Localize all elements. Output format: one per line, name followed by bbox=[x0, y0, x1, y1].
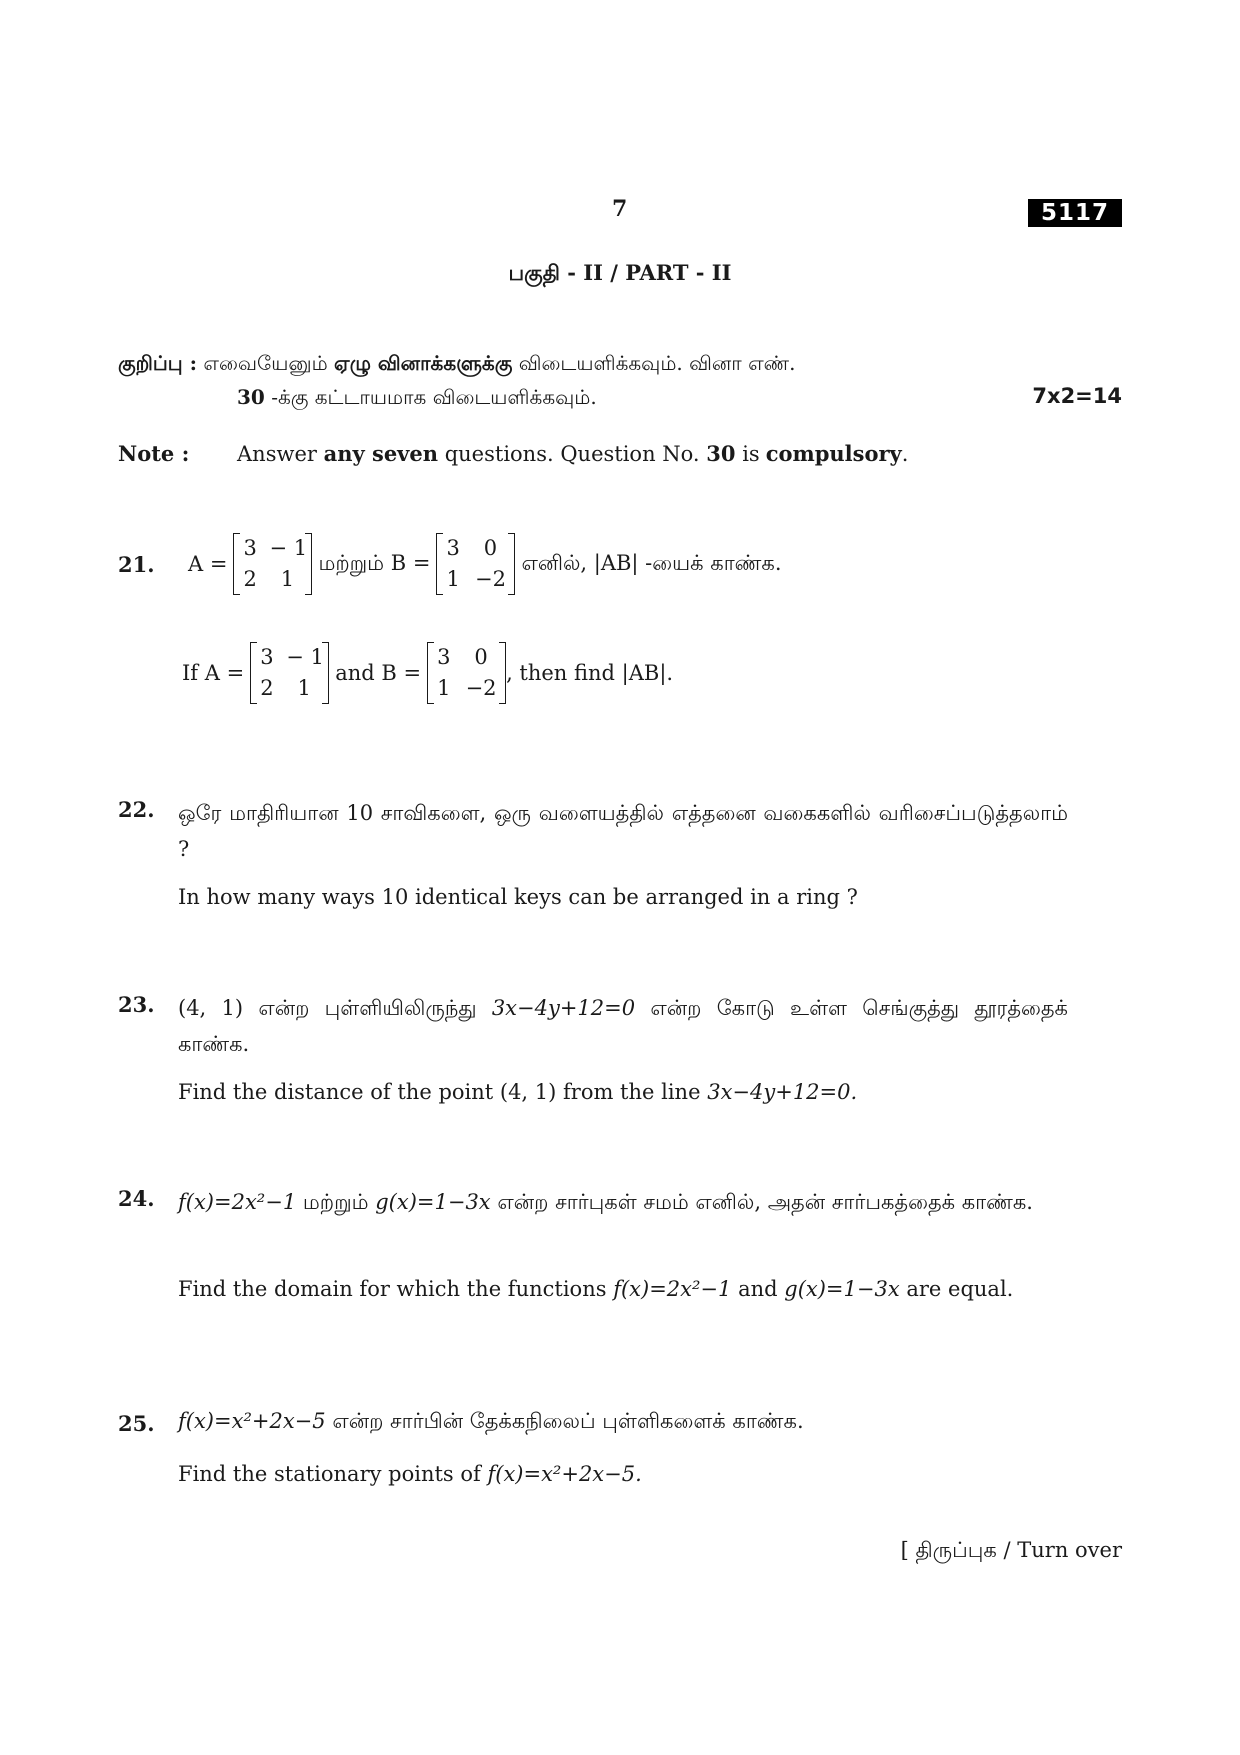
note-text-b: any seven bbox=[323, 441, 439, 466]
instruction-tamil-line2 bbox=[237, 385, 597, 412]
matrix-cell: 1 bbox=[280, 567, 295, 591]
question-number: 23. bbox=[118, 992, 155, 1017]
instruction-tamil-text-a: எவையேனும் bbox=[203, 351, 328, 375]
instruction-tamil-line1 bbox=[118, 351, 796, 378]
note-text-c: questions. Question No. bbox=[444, 442, 700, 466]
page-number: 7 bbox=[612, 196, 628, 222]
question-23-tamil bbox=[178, 990, 1068, 1062]
question-21-tamil bbox=[182, 533, 788, 595]
q24-tamil-b: என்ற சார்புகள் சமம் எனில், அதன் சார்பகத்தைக் காண்க. bbox=[497, 1190, 1033, 1214]
note-text bbox=[237, 441, 908, 466]
note-text-d: 30 bbox=[706, 441, 736, 466]
question-number: 25. bbox=[118, 1411, 155, 1436]
matrix-cell: 1 bbox=[297, 676, 311, 700]
instruction-tamil-rest: -க்கு கட்டாயமாக விடையளிக்கவும். bbox=[271, 385, 597, 409]
question-24-english bbox=[178, 1274, 1068, 1304]
matrix-cell: − 1 bbox=[286, 645, 324, 669]
question-22-english: In how many ways 10 identical keys can be arranged in a ring ? bbox=[178, 885, 858, 909]
matrix-cell: 3 bbox=[446, 536, 460, 560]
question-22-tamil: ஒரே மாதிரியான 10 சாவிகளை, ஒரு வளையத்தில் எத்தனை வகைகளில் வரிசைப்படுத்தலாம் ? bbox=[178, 801, 1068, 861]
matrix-cell: −2 bbox=[465, 676, 497, 700]
matrix-cell: 0 bbox=[474, 645, 488, 669]
q25-tamil-f: f(x)=x²+2x−5 bbox=[178, 1409, 326, 1433]
marks-scheme: 7x2=14 bbox=[1032, 384, 1122, 408]
q24-english-a: Find the domain for which the functions bbox=[178, 1277, 607, 1301]
matrix-cell: −2 bbox=[474, 567, 506, 591]
instruction-tamil-text-b: ஏழு வினாக்களுக்கு bbox=[334, 351, 513, 375]
paper-code-badge: 5117 bbox=[1028, 199, 1122, 227]
matrix-b bbox=[427, 642, 506, 704]
instruction-tamil-label: குறிப்பு : bbox=[118, 351, 197, 375]
q21-tamil-mid: மற்றும் B = bbox=[318, 550, 431, 575]
q24-english-f: f(x)=2x²−1 bbox=[613, 1277, 732, 1301]
q24-english-g: g(x)=1−3x bbox=[784, 1277, 900, 1301]
instruction-tamil-text-c: விடையளிக்கவும். வினா எண். bbox=[518, 351, 796, 375]
matrix-a bbox=[250, 642, 329, 704]
matrix-a bbox=[233, 533, 312, 595]
note-label: Note : bbox=[118, 441, 190, 466]
question-25-english bbox=[178, 1462, 1068, 1486]
note-text-g: . bbox=[901, 442, 909, 466]
matrix-cell: 3 bbox=[243, 536, 257, 560]
q23-tamil-b: என்ற கோடு உள்ள செங்குத்து தூரத்தைக் காண்க. bbox=[178, 996, 1068, 1056]
question-25-tamil bbox=[178, 1409, 1068, 1436]
matrix-cell: − 1 bbox=[269, 536, 308, 560]
note-text-f: compulsory bbox=[765, 441, 902, 466]
turn-over-note: [ திருப்புக / Turn over bbox=[900, 1538, 1122, 1562]
q21-tamil-prefix: A = bbox=[188, 552, 228, 576]
note-text-a: Answer bbox=[237, 442, 317, 466]
q21-english-prefix: If A = bbox=[182, 661, 245, 685]
question-number: 22. bbox=[118, 797, 155, 822]
q24-tamil-f: f(x)=2x²−1 bbox=[178, 1190, 297, 1214]
matrix-cell: 2 bbox=[260, 676, 274, 700]
question-number: 21. bbox=[118, 552, 155, 577]
q24-tamil-g: g(x)=1−3x bbox=[375, 1190, 491, 1214]
q24-tamil-a: மற்றும் bbox=[302, 1190, 369, 1214]
question-24-tamil bbox=[178, 1184, 1068, 1220]
instruction-tamil-qnum: 30 bbox=[237, 385, 265, 409]
q21-tamil-suffix: எனில், |AB| -யைக் காண்க. bbox=[521, 550, 782, 575]
question-23-english bbox=[178, 1080, 1068, 1104]
q25-english-f: f(x)=x²+2x−5. bbox=[487, 1462, 642, 1486]
q24-english-b: are equal. bbox=[906, 1277, 1014, 1301]
matrix-cell: 3 bbox=[260, 645, 274, 669]
matrix-cell: 1 bbox=[437, 676, 451, 700]
note-text-e: is bbox=[742, 442, 760, 466]
matrix-cell: 0 bbox=[483, 536, 498, 560]
q21-english-mid: and B = bbox=[335, 661, 422, 685]
q24-english-and: and bbox=[738, 1277, 778, 1301]
q21-english-suffix: , then find |AB|. bbox=[506, 661, 674, 685]
question-21-english bbox=[176, 642, 673, 704]
q23-english-equation: 3x−4y+12=0. bbox=[707, 1080, 858, 1104]
q25-tamil-a: என்ற சார்பின் தேக்கநிலைப் புள்ளிகளைக் காண்க. bbox=[332, 1409, 804, 1433]
q25-english-a: Find the stationary points of bbox=[178, 1462, 481, 1486]
q23-english-a: Find the distance of the point (4, 1) from the line bbox=[178, 1080, 701, 1104]
matrix-b bbox=[436, 533, 515, 595]
matrix-cell: 3 bbox=[437, 645, 451, 669]
part-title: பகுதி - II / PART - II bbox=[508, 260, 732, 285]
q23-tamil-equation: 3x−4y+12=0 bbox=[491, 996, 636, 1020]
q23-tamil-a: (4, 1) என்ற புள்ளியிலிருந்து bbox=[178, 996, 477, 1020]
question-number: 24. bbox=[118, 1186, 155, 1211]
matrix-cell: 2 bbox=[243, 567, 257, 591]
matrix-cell: 1 bbox=[446, 567, 460, 591]
